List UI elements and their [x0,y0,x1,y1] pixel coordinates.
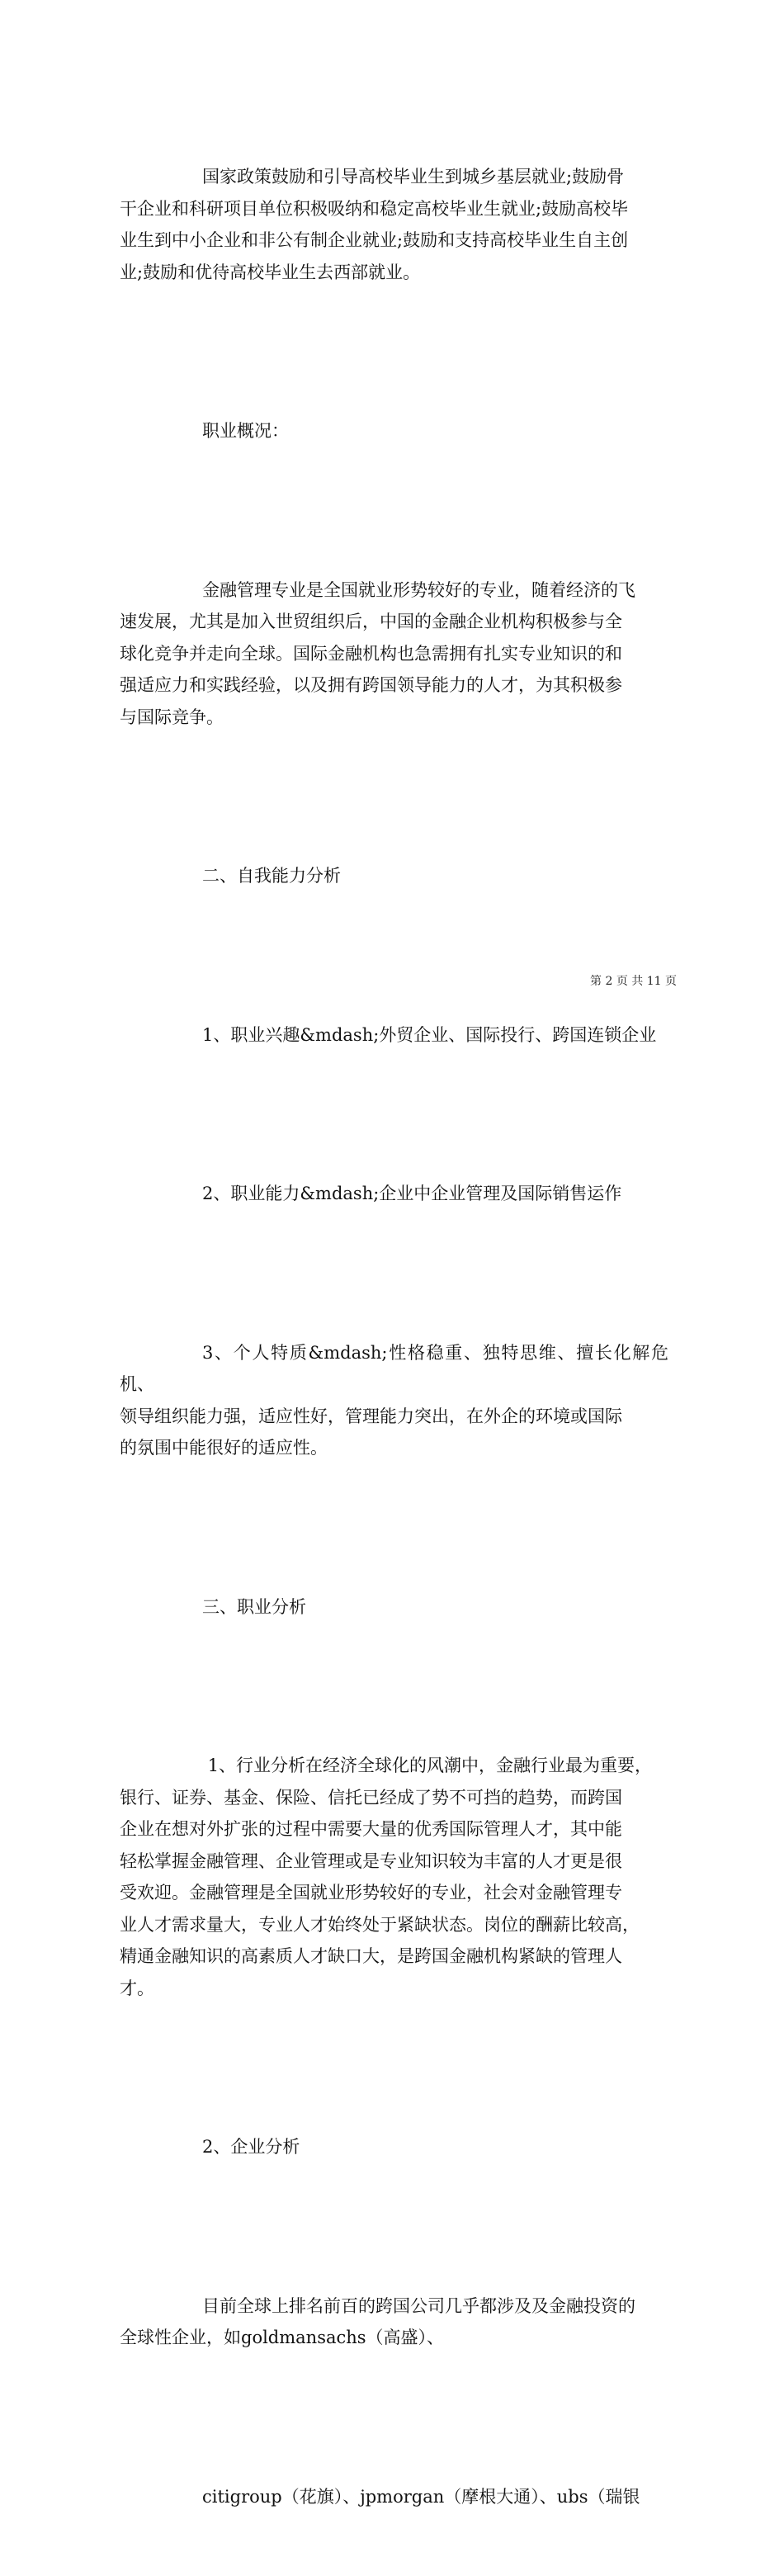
paragraph-policy [120,97,668,352]
text-line: 速发展，尤其是加入世贸组织后，中国的金融企业机构积极参与全 [120,606,668,638]
text-line: 1、职业兴趣&mdash;外贸企业、国际投行、跨国连锁企业 [120,1019,668,1052]
text-line: 轻松掌握金融管理、企业管理或是专业知识较为丰富的人才更是很 [120,1846,668,1878]
text-line: 强适应力和实践经验，以及拥有跨国领导能力的人才，为其积极参 [120,669,668,702]
text-line: 业人才需求量大，专业人才始终处于紧缺状态。岗位的酬薪比较高， [120,1909,668,1941]
text-line: 国家政策鼓励和引导高校毕业生到城乡基层就业;鼓励骨 [120,161,668,193]
paragraph-company-analysis-heading [120,2068,668,2227]
text-line: 精通金融知识的高素质人才缺口大，是跨国金融机构紧缺的管理人 [120,1940,668,1973]
section-heading-self-analysis [120,796,668,956]
text-line: 1、行业分析在经济全球化的风潮中，金融行业最为重要， [120,1750,668,1782]
paragraph-company-analysis [120,2227,668,2418]
text-line: 二、自我能力分析 [120,860,668,892]
text-line: 才。 [120,1973,668,2005]
text-line: 业生到中小企业和非公有制企业就业;鼓励和支持高校毕业生自主创 [120,225,668,257]
page-number-footer: 第 2 页 共 11 页 [569,972,677,989]
text-line: citigroup（花旗）、jpmorgan（摩根大通）、ubs（瑞银 [120,2481,668,2513]
text-line: 与国际竞争。 [120,702,668,734]
paragraph-personal-traits [120,1274,668,1528]
text-line: 3、个人特质&mdash;性格稳重、独特思维、擅长化解危机、 [120,1337,668,1401]
document-page [0,0,784,1109]
text-line: 三、职业分析 [120,1591,668,1624]
text-line: 职业概况： [120,415,668,447]
paragraph-career-ability [120,1114,668,1274]
document-body [120,97,668,2576]
text-line: 2、职业能力&mdash;企业中企业管理及国际销售运作 [120,1178,668,1210]
paragraph-career-overview [120,511,668,797]
text-line: 2、企业分析 [120,2131,668,2163]
text-line: 金融管理专业是全国就业形势较好的专业，随着经济的飞 [120,574,668,607]
text-line: 企业在想对外扩张的过程中需要大量的优秀国际管理人才，其中能 [120,1813,668,1846]
paragraph-career-overview-heading [120,352,668,511]
text-line: 业;鼓励和优待高校毕业生去西部就业。 [120,257,668,289]
text-line: 的氛围中能很好的适应性。 [120,1432,668,1464]
section-heading-career-analysis [120,1528,668,1687]
text-line: 球化竞争并走向全球。国际金融机构也急需拥有扎实专业知识的和 [120,638,668,670]
text-line: 目前全球上排名前百的跨国公司几乎都涉及及金融投资的 [120,2290,668,2323]
text-line: 银行、证券、基金、保险、信托已经成了势不可挡的趋势，而跨国 [120,1782,668,1814]
paragraph-industry-analysis [120,1686,668,2068]
paragraph-company-list [120,2418,668,2576]
text-line: 领导组织能力强，适应性好，管理能力突出，在外企的环境或国际 [120,1401,668,1433]
text-line: 干企业和科研项目单位积极吸纳和稳定高校毕业生就业;鼓励高校毕 [120,193,668,225]
text-line: 受欢迎。金融管理是全国就业形势较好的专业，社会对金融管理专 [120,1877,668,1909]
text-line: 全球性企业，如goldmansachs（高盛）、 [120,2322,668,2354]
